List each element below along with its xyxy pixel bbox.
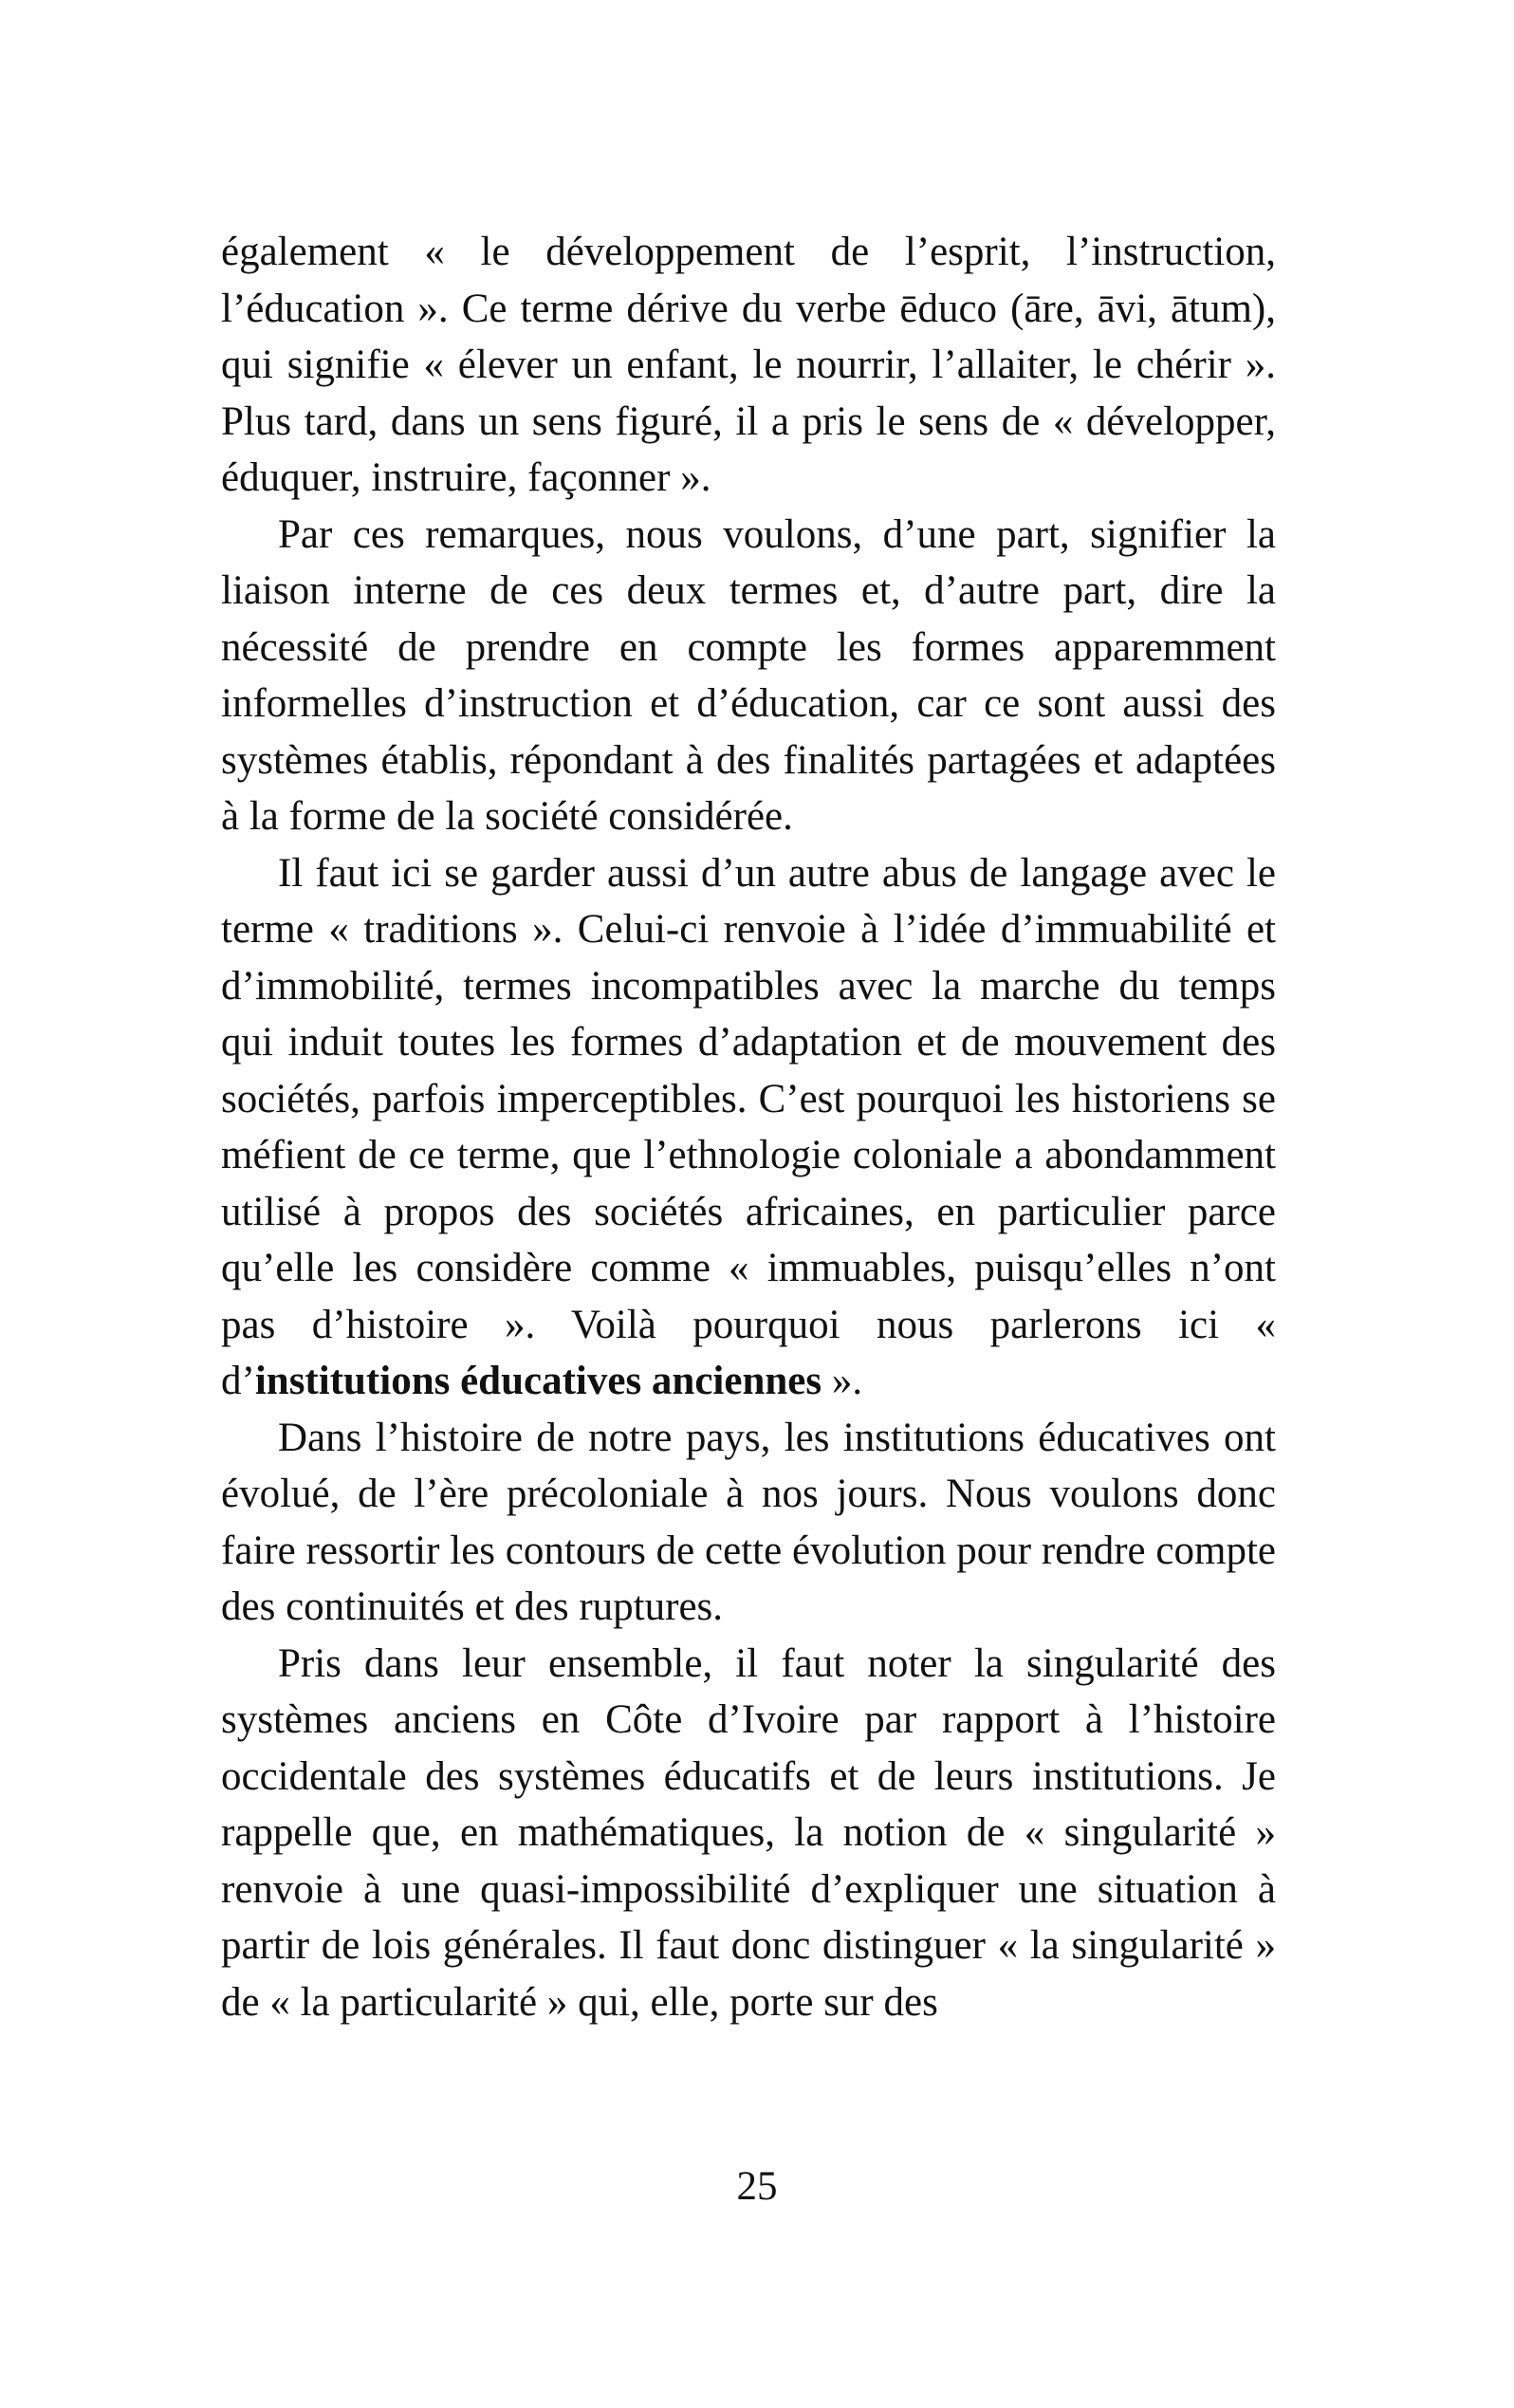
bold-term: institutions éducatives anciennes [254,1359,822,1403]
page-number: 25 [736,2164,778,2209]
paragraph-3-closing: ». [822,1359,863,1403]
paragraph-3-text: Il faut ici se garder aussi d’un autre abus de langage avec le terme « traditions ». Celui-ci renvoie à l’idée d’immuabilité et d’immobilité, termes incompatibles avec la marche du temps qui induit toutes les formes d’adaptation et de mouvement des sociétés, parfois imperceptibles. C’est pourquoi les historiens se méfient de ce terme, que l’ethnologie coloniale a abondamment utilisé à propos des sociétés africaines, en particulier parce qu’elle les considère comme « immuables, puisqu’elles n’ont pas d’histoire ». Voilà pourquoi nous parlerons ici « d’ [221,850,1276,1403]
body-text [221,224,1276,2030]
paragraph-4: Dans l’histoire de notre pays, les institutions éducatives ont évolué, de l’ère précoloniale à nos jours. Nous voulons donc faire ressortir les contours de cette évolution pour rendre compte des continuités et des ruptures. [221,1415,1276,1629]
paragraph-5: Pris dans leur ensemble, il faut noter la singularité des systèmes anciens en Côte d’Ivoire par rapport à l’histoire occidentale des systèmes éducatifs et de leurs institutions. Je rappelle que, en mathématiques, la notion de « singularité » renvoie à une quasi-impossibilité d’expliquer une situation à partir de lois générales. Il faut donc distinguer « la singularité » de « la particularité » qui, elle, porte sur des [221,1640,1276,2025]
paragraph-3 [221,845,1276,1410]
paragraph-1: également « le développement de l’esprit, l’instruction, l’éducation ». Ce terme dérive du verbe ēduco (āre, āvi, ātum), qui signifie « élever un enfant, le nourrir, l’allaiter, le chérir ». Plus tard, dans un sens figuré, il a pris le sens de « développer, éduquer, instruire, façonner ». [221,230,1276,500]
paragraph-2: Par ces remarques, nous voulons, d’une part, signifier la liaison interne de ces deux termes et, d’autre part, dire la nécessité de prendre en compte les formes apparemment informelles d’instruction et d’éducation, car ce sont aussi des systèmes établis, répondant à des finalités partagées et adaptées à la forme de la société considérée. [221,511,1276,839]
